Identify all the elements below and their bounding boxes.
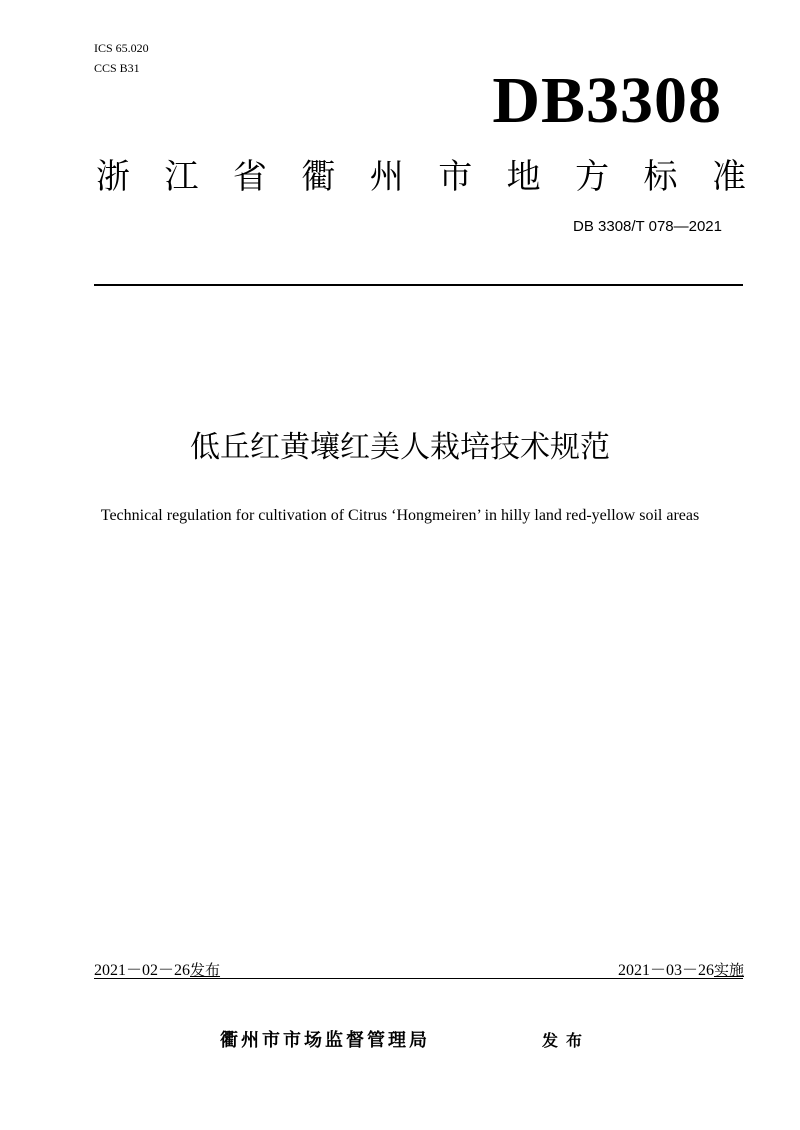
header-divider — [94, 284, 743, 286]
issuing-authority: 衢州市市场监督管理局 — [220, 1030, 430, 1051]
issue-date-value: 2021－02－26 — [94, 962, 191, 979]
footer-divider — [94, 978, 743, 979]
issue-date-label: 发布 — [190, 961, 221, 979]
standard-type-char: 州 — [369, 157, 404, 197]
implementation-date-label: 实施 — [713, 961, 744, 979]
standard-type-heading — [96, 156, 746, 198]
standard-type-char: 衢 — [301, 157, 336, 197]
standard-type-char: 市 — [438, 157, 473, 197]
standard-type-char: 准 — [711, 157, 746, 197]
standard-type-char: 省 — [232, 157, 267, 197]
standard-type-char: 江 — [164, 157, 199, 197]
standard-type-char: 地 — [506, 157, 541, 197]
issuing-action: 发布 — [542, 1031, 591, 1050]
standard-type-char: 方 — [575, 157, 610, 197]
ics-code: ICS 65.020 — [94, 41, 149, 55]
ccs-code: CCS B31 — [94, 61, 140, 75]
standard-type-char: 标 — [643, 157, 678, 197]
document-title-chinese: 低丘红黄壤红美人栽培技术规范 — [190, 430, 610, 465]
standard-type-char: 浙 — [96, 157, 130, 197]
standard-number: DB 3308/T 078—2021 — [573, 218, 722, 235]
implementation-date-value: 2021－03－26 — [617, 962, 714, 979]
standard-code-logo: DB3308 — [492, 64, 722, 137]
document-title-english: Technical regulation for cultivation of Citrus ‘Hongmeiren’ in hilly land red-yellow soil areas — [100, 507, 700, 524]
